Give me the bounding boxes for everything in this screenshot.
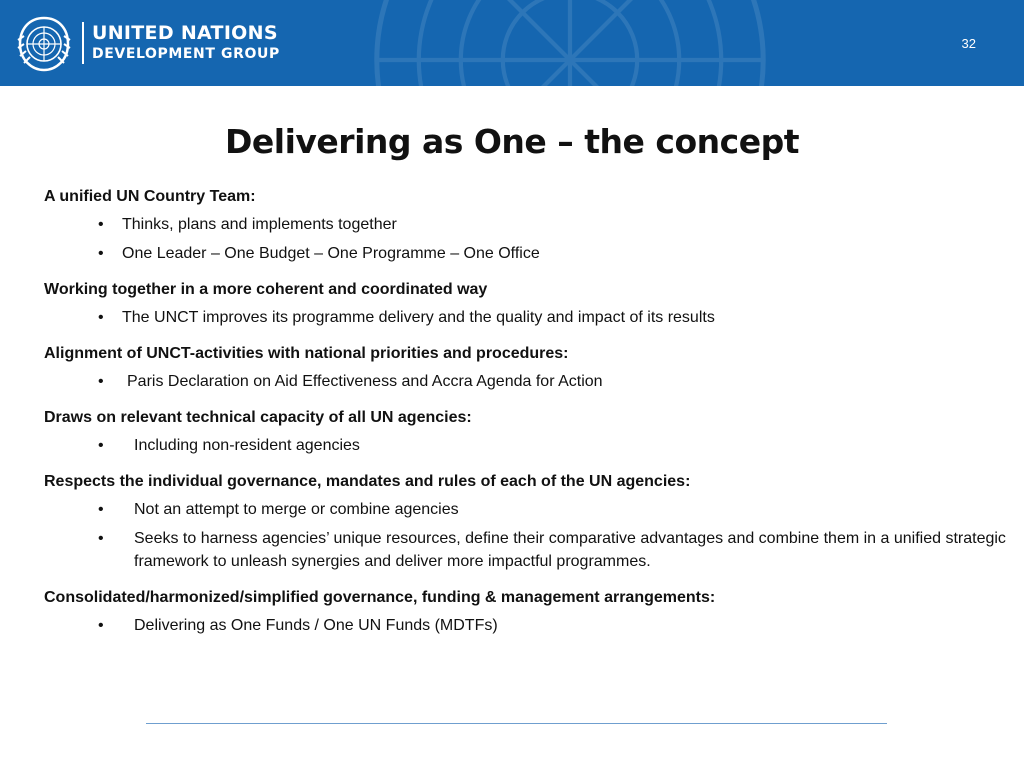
bullet-list [44, 434, 1019, 457]
bullet-list [44, 306, 1019, 329]
list-item [44, 370, 1019, 393]
bullet-text: One Leader – One Budget – One Programme – One Office [122, 245, 540, 262]
bullet-text: Not an attempt to merge or combine agencies [134, 501, 459, 518]
bullet-icon: • [98, 437, 104, 454]
section-alignment [44, 343, 1019, 393]
bullet-text: Seeks to harness agencies’ unique resources, define their comparative advantages and combine them in a unified strategic framework to unleash synergies and deliver more impactful programmes. [134, 530, 1006, 570]
bullet-list [44, 213, 1019, 265]
bullet-list [44, 614, 1019, 637]
slide-number: 32 [961, 36, 976, 51]
section-technical-capacity [44, 407, 1019, 457]
bullet-text: Including non-resident agencies [134, 437, 360, 454]
bullet-text: Delivering as One Funds / One UN Funds (MDTFs) [134, 617, 498, 634]
section-consolidated [44, 587, 1019, 637]
section-governance [44, 471, 1019, 573]
list-item [44, 434, 1019, 457]
bullet-icon: • [98, 309, 104, 326]
section-working-together [44, 279, 1019, 329]
bullet-text: Paris Declaration on Aid Effectiveness and Accra Agenda for Action [127, 373, 603, 390]
bullet-icon: • [98, 617, 104, 634]
footer-divider [146, 723, 887, 724]
bullet-icon: • [98, 530, 104, 547]
section-unified-team [44, 186, 1019, 265]
bullet-icon: • [98, 245, 104, 262]
bullet-text: Thinks, plans and implements together [122, 216, 397, 233]
un-emblem-icon [12, 14, 76, 74]
bullet-list [44, 370, 1019, 393]
section-heading: Respects the individual governance, mandates and rules of each of the UN agencies: [44, 473, 691, 490]
header-banner [0, 0, 1024, 86]
org-name-line2: DEVELOPMENT GROUP [92, 46, 280, 62]
section-heading: Consolidated/harmonized/simplified governance, funding & management arrangements: [44, 589, 716, 606]
section-heading: Alignment of UNCT-activities with national priorities and procedures: [44, 345, 569, 362]
org-name-line1: UNITED NATIONS [92, 22, 278, 44]
section-heading: Draws on relevant technical capacity of all UN agencies: [44, 409, 472, 426]
list-item [44, 614, 1019, 637]
list-item [44, 242, 1019, 265]
bullet-icon: • [98, 216, 104, 233]
bullet-text: The UNCT improves its programme delivery and the quality and impact of its results [122, 309, 715, 326]
slide-content [44, 186, 1019, 651]
list-item [44, 213, 1019, 236]
bullet-list [44, 498, 1019, 573]
logo-divider [82, 22, 84, 64]
list-item [44, 498, 1019, 521]
list-item [44, 306, 1019, 329]
slide-title: Delivering as One – the concept [225, 122, 799, 161]
bullet-icon: • [98, 501, 104, 518]
list-item [44, 527, 1019, 573]
bullet-icon: • [98, 373, 104, 390]
section-heading: A unified UN Country Team: [44, 188, 256, 205]
un-emblem-watermark-icon [360, 0, 780, 86]
org-name [92, 22, 280, 64]
section-heading: Working together in a more coherent and coordinated way [44, 281, 488, 298]
